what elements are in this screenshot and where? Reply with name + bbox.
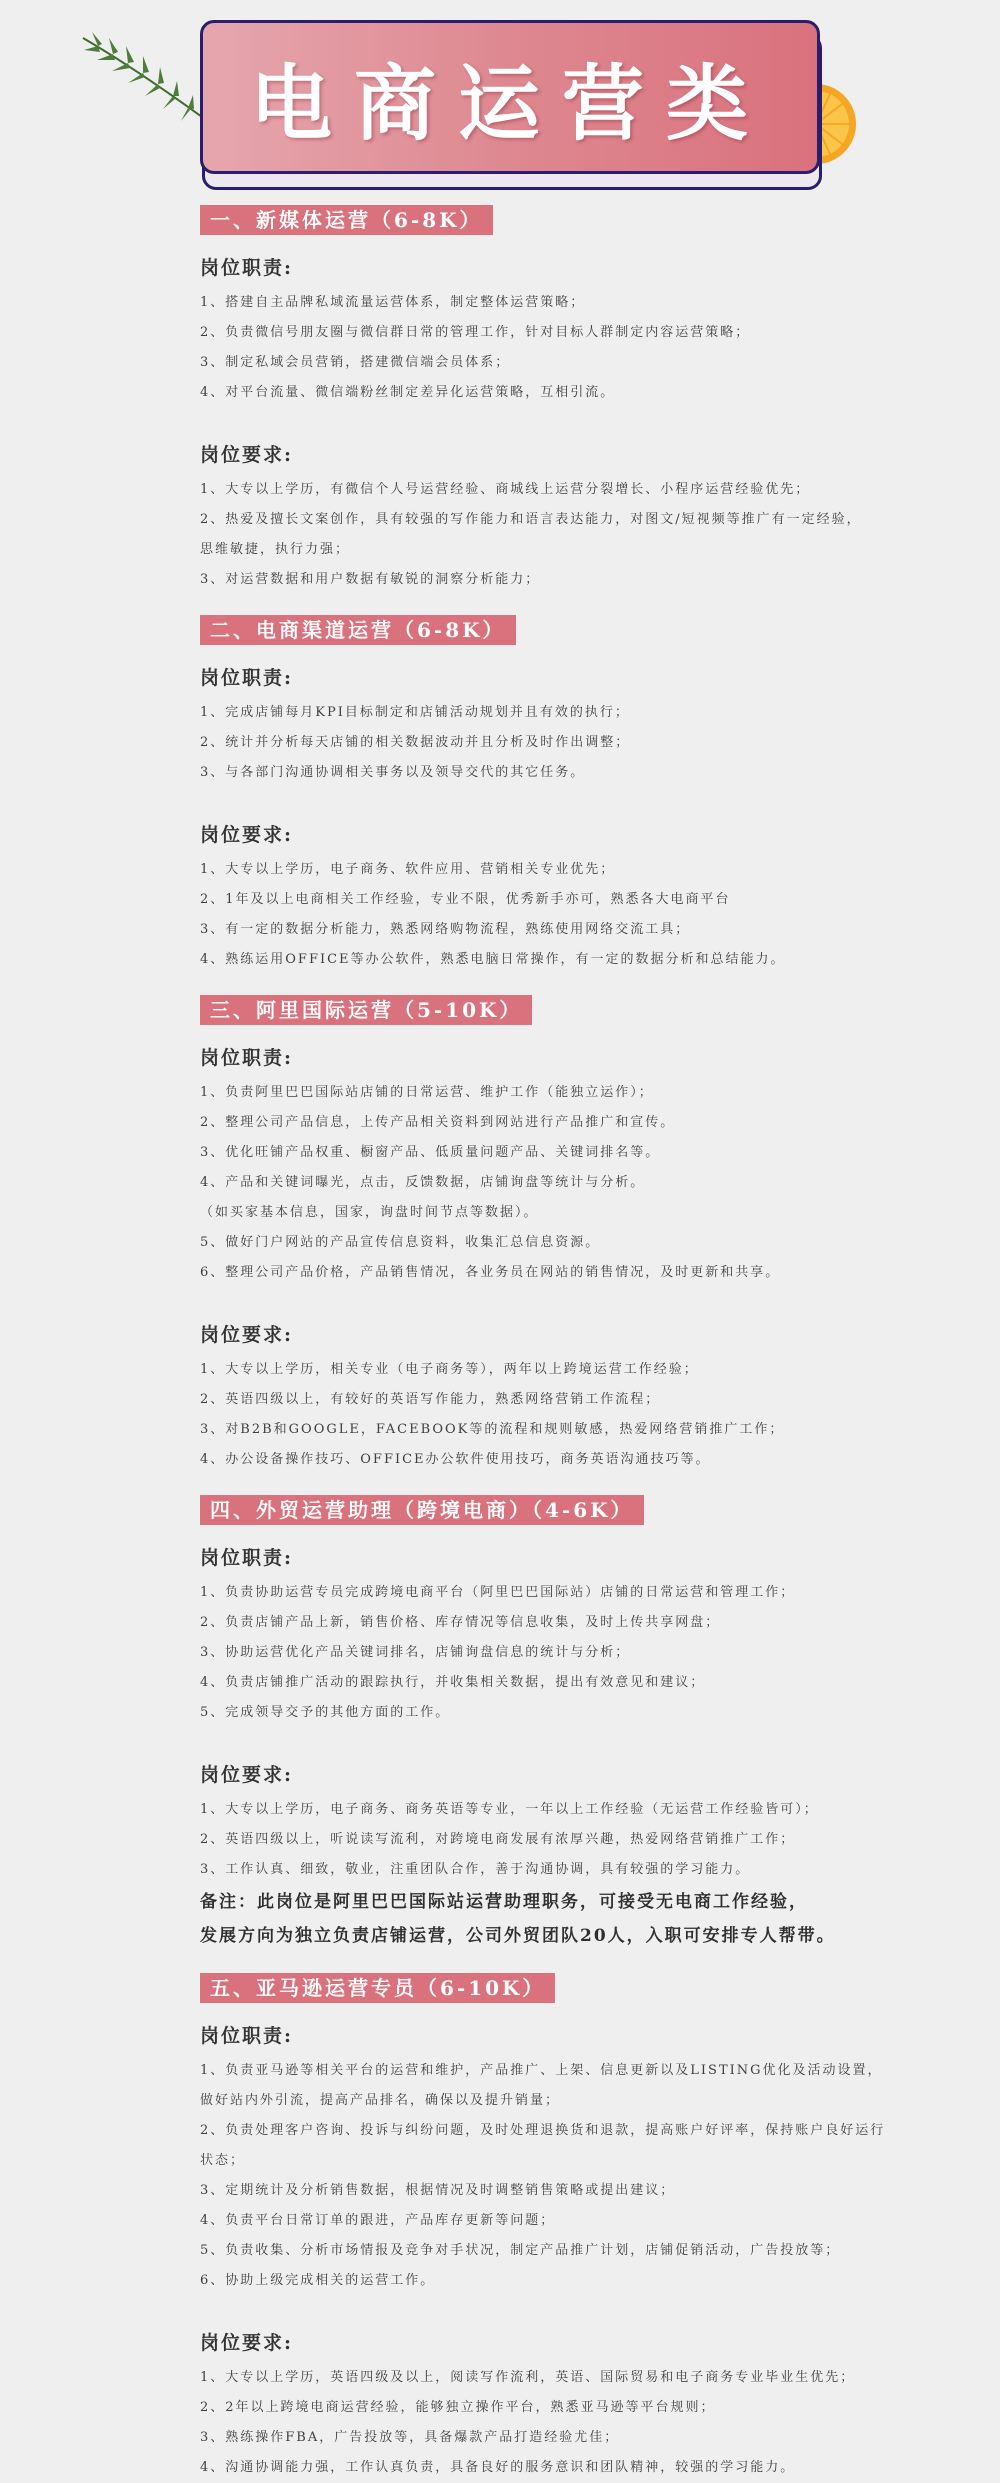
duty-line: 6、协助上级完成相关的运营工作。 [200,2273,436,2288]
duty-line: 1、负责阿里巴巴国际站店铺的日常运营、维护工作（能独立运作）； [200,1085,654,1100]
job-section [200,1973,900,2483]
requirement-line: 3、对B2B和GOOGLE，FACEBOOK等的流程和规则敏感，热爱网络营销推广工作； [200,1422,785,1437]
requirement-line: 4、办公设备操作技巧、OFFICE办公软件使用技巧，商务英语沟通技巧等。 [200,1452,711,1467]
requirement-line: 2、热爱及擅长文案创作，具有较强的写作能力和语言表达能力，对图文/短视频等推广有一定经验， [200,512,862,527]
section-header: 五、亚马逊运营专员（6-10K） [200,1973,555,2003]
duty-line: 5、做好门户网站的产品宣传信息资料，收集汇总信息资源。 [200,1235,601,1250]
duty-line: 4、负责平台日常订单的跟进，产品库存更新等问题； [200,2213,556,2228]
duties-title: 岗位职责: [200,1047,294,1069]
duty-line: 状态； [200,2153,246,2168]
duty-line: 3、协助运营优化产品关键词排名，店铺询盘信息的统计与分析； [200,1645,631,1660]
duty-line: 4、对平台流量、微信端粉丝制定差异化运营策略，互相引流。 [200,385,616,400]
duty-line: 3、定期统计及分析销售数据，根据情况及时调整销售策略或提出建议； [200,2183,676,2198]
duty-line: 3、制定私域会员营销，搭建微信端会员体系； [200,355,511,370]
job-section [200,205,900,615]
duties-title: 岗位职责: [200,2025,294,2047]
section-header: 三、阿里国际运营（5-10K） [200,995,532,1025]
requirement-line: 2、2年以上跨境电商运营经验，能够独立操作平台，熟悉亚马逊等平台规则； [200,2400,716,2415]
duty-line: 2、负责处理客户咨询、投诉与纠纷问题，及时处理退换货和退款，提高账户好评率，保持账户良好运行 [200,2123,886,2138]
requirement-line: 1、大专以上学历，英语四级及以上，阅读写作流利，英语、国际贸易和电子商务专业毕业生优先； [200,2370,856,2385]
duty-line: 2、负责店铺产品上新，销售价格、库存情况等信息收集，及时上传共享网盘； [200,1615,721,1630]
requirement-line: 1、大专以上学历，电子商务、软件应用、营销相关专业优先； [200,862,616,877]
duty-line: 4、产品和关键词曝光，点击，反馈数据，店铺询盘等统计与分析。 [200,1175,646,1190]
job-section [200,615,900,995]
requirement-line: 2、1年及以上电商相关工作经验，专业不限，优秀新手亦可，熟悉各大电商平台 [200,892,731,907]
requirement-line: 3、对运营数据和用户数据有敏锐的洞察分析能力； [200,572,541,587]
duty-line: 做好站内外引流，提高产品排名，确保以及提升销量； [200,2093,561,2108]
note-line: 发展方向为独立负责店铺运营，公司外贸团队20人，入职可安排专人帮带。 [200,1926,836,1946]
requirements-title: 岗位要求: [200,824,294,846]
requirement-line: 3、熟练操作FBA，广告投放等，具备爆款产品打造经验尤佳； [200,2430,620,2445]
page-title: 电商运营类 [249,55,770,152]
duty-line: 1、搭建自主品牌私域流量运营体系，制定整体运营策略； [200,295,586,310]
section-header: 二、电商渠道运营（6-8K） [200,615,516,645]
duty-line: 2、整理公司产品信息，上传产品相关资料到网站进行产品推广和宣传。 [200,1115,676,1130]
requirements-title: 岗位要求: [200,2332,294,2354]
duty-line: 1、负责亚马逊等相关平台的运营和维护，产品推广、上架、信息更新以及LISTING优化及活动设置， [200,2063,883,2078]
duty-line: 2、统计并分析每天店铺的相关数据波动并且分析及时作出调整； [200,735,631,750]
duty-line: 1、负责协助运营专员完成跨境电商平台（阿里巴巴国际站）店铺的日常运营和管理工作； [200,1585,796,1600]
requirements-title: 岗位要求: [200,1324,294,1346]
duty-line: 3、优化旺铺产品权重、橱窗产品、低质量问题产品、关键词排名等。 [200,1145,661,1160]
requirement-line: 1、大专以上学历，电子商务、商务英语等专业，一年以上工作经验（无运营工作经验皆可）； [200,1802,819,1817]
duty-line: 5、负责收集、分析市场情报及竞争对手状况，制定产品推广计划，店铺促销活动，广告投放等； [200,2243,841,2258]
requirement-line: 4、沟通协调能力强，工作认真负责，具备良好的服务意识和团队精神，较强的学习能力。 [200,2460,796,2475]
requirement-line: 3、工作认真、细致，敬业，注重团队合作，善于沟通协调，具有较强的学习能力。 [200,1862,751,1877]
job-section [200,1495,900,1973]
banner-box [200,20,820,174]
duty-line: 3、与各部门沟通协调相关事务以及领导交代的其它任务。 [200,765,586,780]
requirement-line: 1、大专以上学历，有微信个人号运营经验、商城线上运营分裂增长、小程序运营经验优先； [200,482,811,497]
duty-line: 1、完成店铺每月KPI目标制定和店铺活动规划并且有效的执行； [200,705,630,720]
duty-line: 2、负责微信号朋友圈与微信群日常的管理工作，针对目标人群制定内容运营策略； [200,325,751,340]
duty-line: （如买家基本信息，国家，询盘时间节点等数据）。 [200,1205,539,1220]
requirements-title: 岗位要求: [200,1764,294,1786]
duties-title: 岗位职责: [200,257,294,279]
duty-line: 4、负责店铺推广活动的跟踪执行，并收集相关数据，提出有效意见和建议； [200,1675,706,1690]
duty-line: 6、整理公司产品价格，产品销售情况，各业务员在网站的销售情况，及时更新和共享。 [200,1265,781,1280]
requirement-line: 2、英语四级以上，听说读写流利，对跨境电商发展有浓厚兴趣，热爱网络营销推广工作； [200,1832,796,1847]
requirements-title: 岗位要求: [200,444,294,466]
job-listing-content [200,205,900,2483]
requirement-line: 3、有一定的数据分析能力，熟悉网络购物流程，熟练使用网络交流工具； [200,922,691,937]
requirement-line: 4、熟练运用OFFICE等办公软件，熟悉电脑日常操作，有一定的数据分析和总结能力。 [200,952,786,967]
duties-title: 岗位职责: [200,1547,294,1569]
note-line: 备注：此岗位是阿里巴巴国际站运营助理职务，可接受无电商工作经验， [200,1892,808,1912]
plant-decoration-icon [78,30,218,140]
duties-title: 岗位职责: [200,667,294,689]
title-banner [200,20,820,185]
section-header: 一、新媒体运营（6-8K） [200,205,493,235]
section-header: 四、外贸运营助理（跨境电商）（4-6K） [200,1495,644,1525]
requirement-line: 1、大专以上学历，相关专业（电子商务等），两年以上跨境运营工作经验； [200,1362,699,1377]
requirement-line: 思维敏捷，执行力强； [200,542,351,557]
job-section [200,995,900,1495]
requirement-line: 2、英语四级以上，有较好的英语写作能力，熟悉网络营销工作流程； [200,1392,661,1407]
duty-line: 5、完成领导交予的其他方面的工作。 [200,1705,451,1720]
